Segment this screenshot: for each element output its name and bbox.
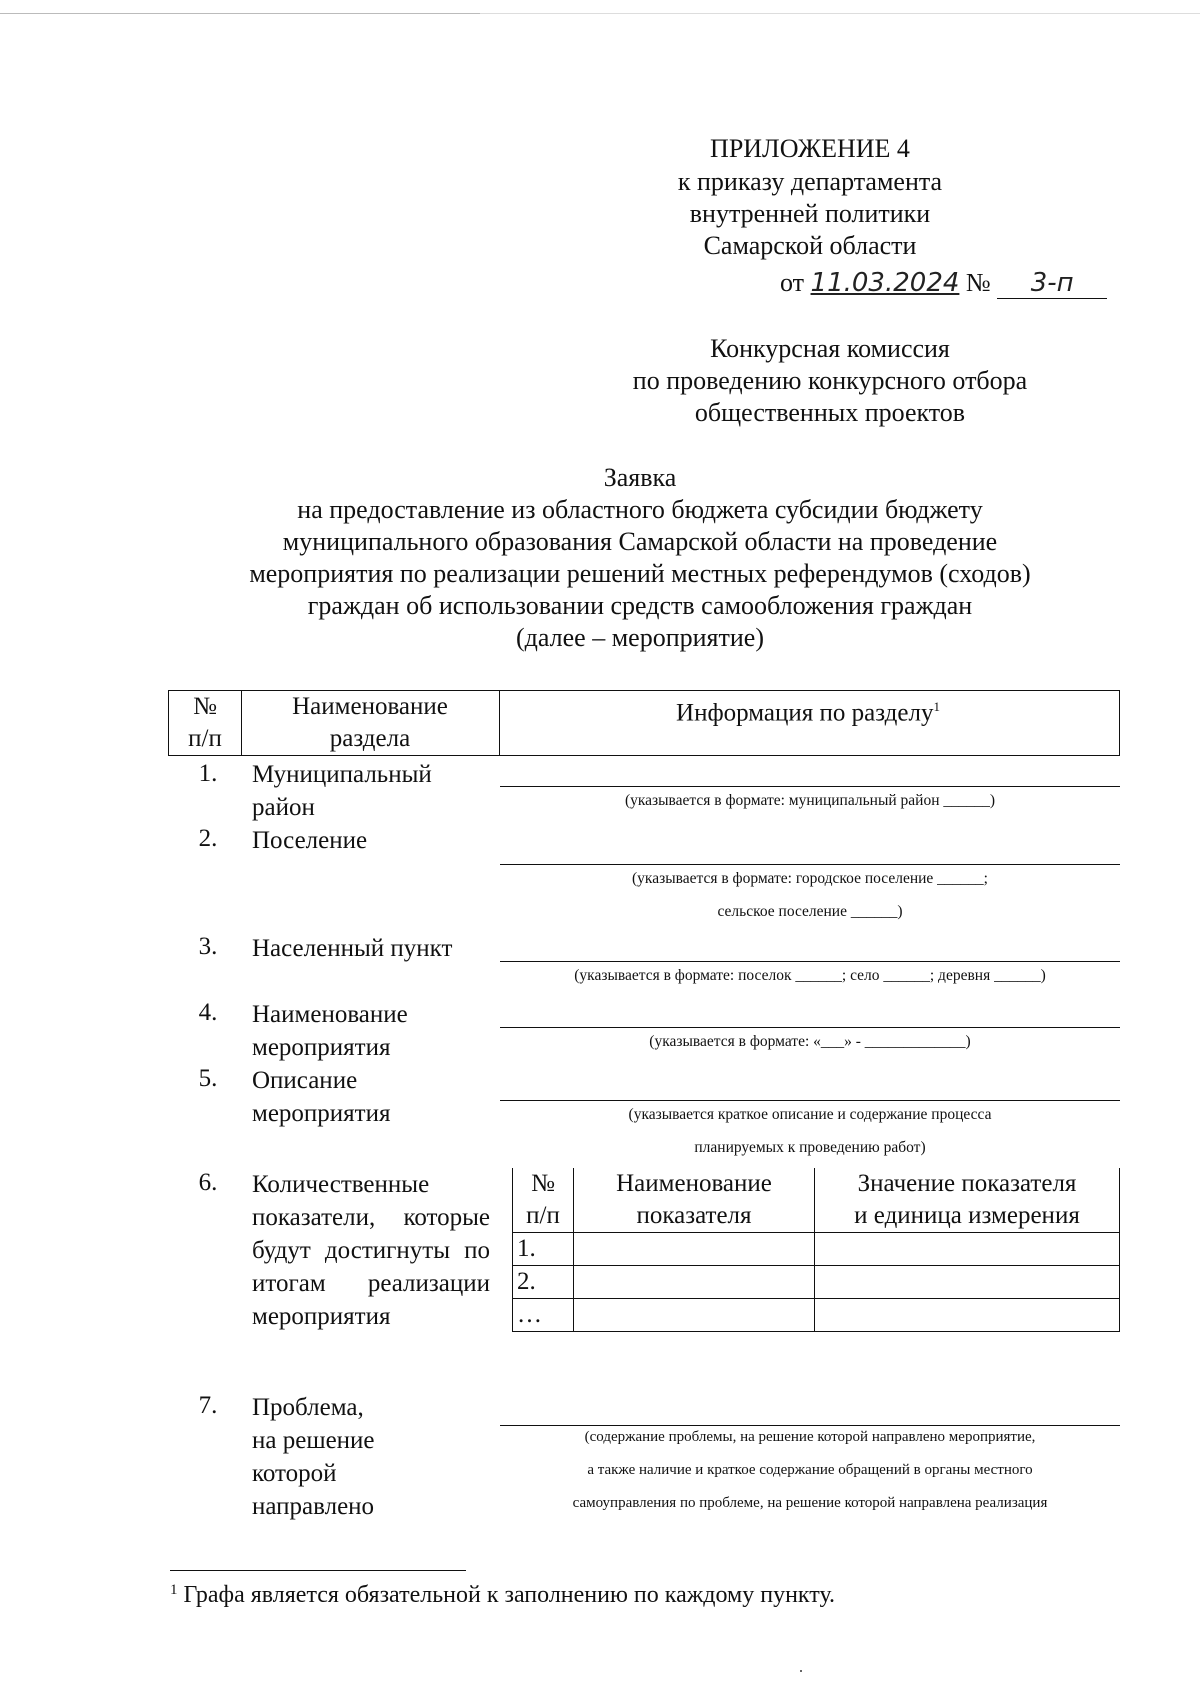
row-4-label bbox=[252, 998, 492, 1064]
row-1-label-line-2: район bbox=[252, 794, 315, 821]
indicators-col-value bbox=[815, 1168, 1120, 1233]
row-4-label-line-1: Наименование bbox=[252, 1001, 408, 1028]
row-1-number: 1. bbox=[198, 760, 218, 787]
title-line-2: на предоставление из областного бюджета субсидии бюджету bbox=[297, 495, 983, 524]
appendix-header bbox=[600, 132, 1020, 262]
row-3-number: 3. bbox=[198, 933, 218, 960]
row-4-label-line-2: мероприятия bbox=[252, 1034, 391, 1061]
row-1-label bbox=[252, 758, 492, 824]
indicators-col-name bbox=[574, 1168, 815, 1233]
document-title bbox=[40, 462, 1200, 654]
row-5-label-line-2: мероприятия bbox=[252, 1100, 391, 1127]
row-2-number: 2. bbox=[198, 825, 218, 852]
footnote-separator bbox=[170, 1570, 466, 1571]
indicator-name-cell[interactable] bbox=[574, 1299, 815, 1332]
row-4-hint: (указывается в формате: «___» - _____________) bbox=[649, 1033, 971, 1050]
scan-edge bbox=[0, 13, 1200, 14]
row-5-number: 5. bbox=[198, 1065, 218, 1092]
indicators-header-row bbox=[513, 1168, 1120, 1233]
indicators-col-number bbox=[513, 1168, 574, 1233]
header-section-line-1: Наименование bbox=[292, 693, 448, 720]
indicator-value-cell[interactable] bbox=[815, 1266, 1120, 1299]
row-5-label-line-1: Описание bbox=[252, 1067, 358, 1094]
row-7-number: 7. bbox=[198, 1392, 218, 1419]
row-7-label-line-1: Проблема, bbox=[252, 1394, 364, 1421]
row-7-hint bbox=[500, 1421, 1120, 1520]
addressee-line-2: по проведению конкурсного отбора bbox=[632, 366, 1028, 395]
row-5-hint-line-2: планируемых к проведению работ) bbox=[694, 1139, 926, 1156]
addressee bbox=[560, 333, 1100, 429]
title-line-5: граждан об использовании средств самообложения граждан bbox=[307, 591, 973, 620]
indicator-name-cell[interactable] bbox=[574, 1233, 815, 1266]
indicator-name-cell[interactable] bbox=[574, 1266, 815, 1299]
indicator-value-cell[interactable] bbox=[815, 1299, 1120, 1332]
row-7-label bbox=[252, 1391, 492, 1523]
title-line-6: (далее – мероприятие) bbox=[516, 623, 764, 652]
number-sign: № bbox=[965, 268, 991, 297]
row-7-hint-line-1: (содержание проблемы, на решение которой направлено мероприятие, bbox=[584, 1429, 1036, 1445]
row-7-label-line-2: на решение bbox=[252, 1427, 375, 1454]
header-col-number bbox=[169, 691, 242, 755]
footnote-ref: 1 bbox=[933, 699, 940, 714]
appendix-title: ПРИЛОЖЕНИЕ 4 bbox=[710, 134, 910, 163]
row-2-label-line-1: Поселение bbox=[252, 827, 368, 854]
ind-num-line-1: № bbox=[531, 1170, 555, 1197]
date-prefix: от bbox=[780, 268, 805, 297]
indicator-row bbox=[513, 1266, 1120, 1299]
ind-value-line-2: и единица измерения bbox=[854, 1202, 1080, 1229]
header-line-1: к приказу департамента bbox=[677, 167, 943, 196]
row-6-label: Количественные показатели, которые будут достигнуты по итогам реализации мероприятия bbox=[252, 1171, 490, 1330]
row-3-hint: (указывается в формате: поселок ______; село ______; деревня ______) bbox=[574, 967, 1046, 984]
row-2-hint bbox=[500, 862, 1120, 928]
row-7-hint-line-3: самоуправления по проблеме, на решение которой направлена реализация bbox=[572, 1495, 1048, 1511]
row-5-hint-line-1: (указывается краткое описание и содержание процесса bbox=[628, 1106, 992, 1123]
indicator-row-number: 1. bbox=[513, 1233, 574, 1266]
indicator-row bbox=[513, 1233, 1120, 1266]
row-7-label-line-4: направлено bbox=[252, 1493, 375, 1520]
header-col-info bbox=[499, 691, 1117, 755]
row-3-label bbox=[252, 932, 512, 965]
row-5-label bbox=[252, 1064, 492, 1130]
row-2-hint-line-1: (указывается в формате: городское поселение ______; bbox=[632, 870, 988, 887]
footnote bbox=[170, 1582, 835, 1609]
header-line-2: внутренней политики bbox=[689, 199, 931, 228]
ind-name-line-1: Наименование bbox=[616, 1170, 772, 1197]
row-3-label-line-1: Населенный пункт bbox=[252, 935, 453, 962]
row-4-number: 4. bbox=[198, 999, 218, 1026]
header-info-label: Информация по разделу bbox=[676, 699, 934, 727]
indicator-row-number: 2. bbox=[513, 1266, 574, 1299]
indicators-table bbox=[512, 1168, 1120, 1332]
scan-speck bbox=[800, 1670, 802, 1672]
header-num-line-1: № bbox=[193, 693, 217, 720]
header-line-3: Самарской области bbox=[703, 231, 917, 260]
header-section-line-2: раздела bbox=[329, 725, 411, 752]
row-1-hint: (указывается в формате: муниципальный район ______) bbox=[624, 792, 996, 809]
application-table-header bbox=[168, 690, 1120, 756]
row-2-label bbox=[252, 824, 492, 857]
footnote-mark: 1 bbox=[170, 1582, 178, 1598]
indicator-row-number: … bbox=[513, 1299, 574, 1332]
ind-num-line-2: п/п bbox=[526, 1202, 560, 1229]
indicator-value-cell[interactable] bbox=[815, 1233, 1120, 1266]
header-num-line-2: п/п bbox=[188, 725, 222, 752]
row-7-label-line-3: которой bbox=[252, 1460, 337, 1487]
ind-name-line-2: показателя bbox=[636, 1202, 752, 1229]
title-line-3: муниципального образования Самарской области на проведение bbox=[282, 527, 998, 556]
row-2-hint-line-2: сельское поселение ______) bbox=[717, 903, 903, 920]
footnote-text: Графа является обязательной к заполнению по каждому пункту. bbox=[183, 1582, 836, 1608]
row-5-hint bbox=[500, 1098, 1120, 1164]
row-7-hint-line-2: а также наличие и краткое содержание обращений в органы местного bbox=[587, 1462, 1033, 1478]
handwritten-number: 3-п bbox=[997, 268, 1107, 299]
title-line-1: Заявка bbox=[603, 463, 677, 492]
order-date-line bbox=[780, 268, 1110, 302]
row-1-label-line-1: Муниципальный bbox=[252, 761, 432, 788]
title-line-4: мероприятия по реализации решений местных референдумов (сходов) bbox=[249, 559, 1031, 588]
addressee-line-3: общественных проектов bbox=[694, 398, 966, 427]
addressee-line-1: Конкурсная комиссия bbox=[710, 334, 950, 363]
row-6-number: 6. bbox=[198, 1169, 218, 1196]
ind-value-line-1: Значение показателя bbox=[857, 1170, 1077, 1197]
header-col-section bbox=[241, 691, 500, 755]
indicator-row bbox=[513, 1299, 1120, 1332]
handwritten-date: 11.03.2024 bbox=[810, 268, 960, 298]
